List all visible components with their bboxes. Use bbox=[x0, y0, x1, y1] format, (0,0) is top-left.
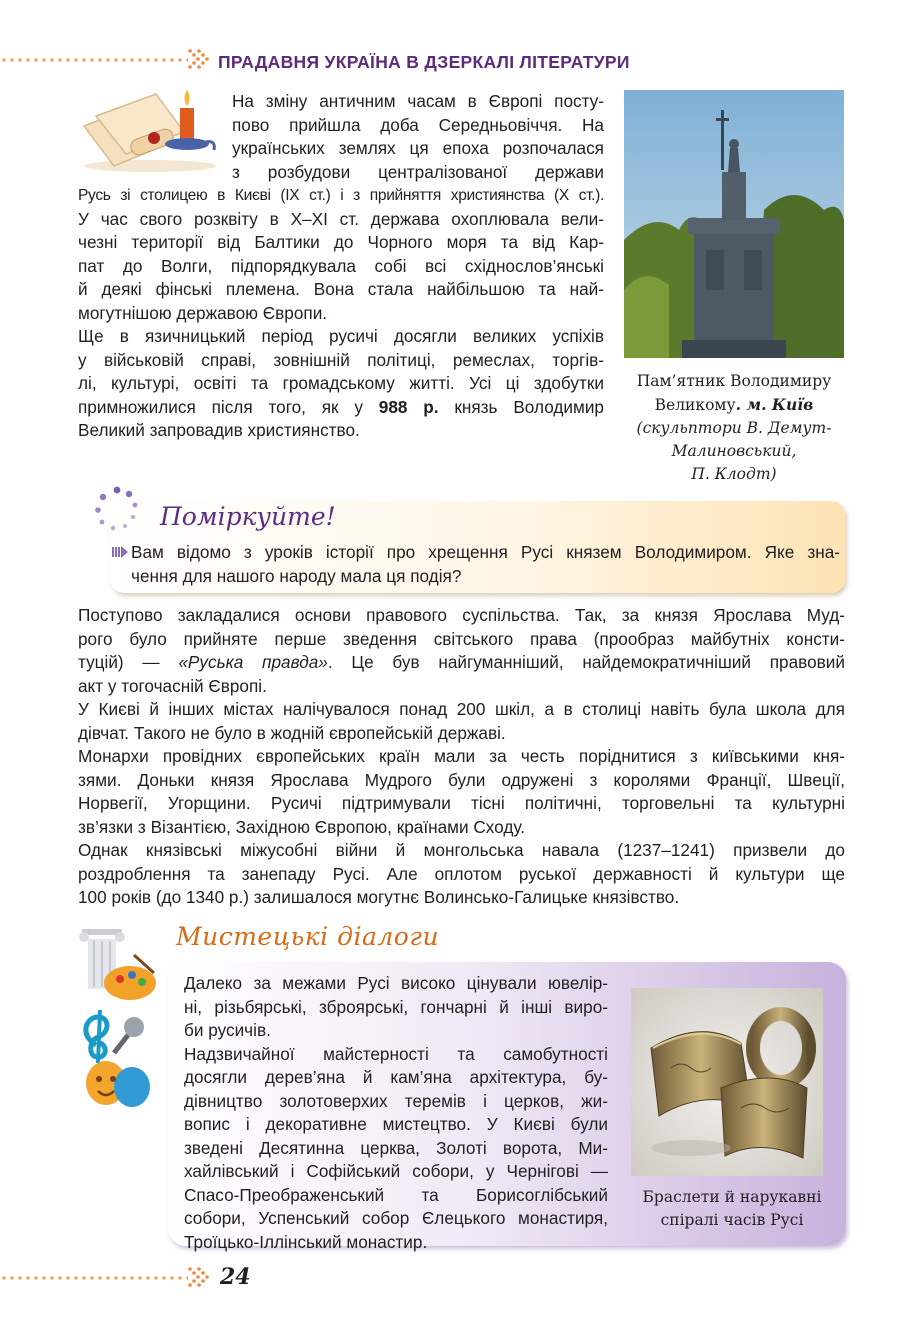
intro-line: пат до Волги, підпорядкувала собі всі східнослов’янські bbox=[78, 255, 604, 276]
caption-line: (скульптори В. Демут- bbox=[636, 419, 832, 437]
page-number: 24 bbox=[220, 1264, 251, 1290]
art-line: Троїцько-Іллінський монастир. bbox=[184, 1231, 428, 1252]
intro-line: Ще в язичницький період русичі досягли великих успіхів bbox=[78, 326, 604, 346]
intro-text: примножилися після того, як у bbox=[78, 396, 379, 417]
caption-line: П. Клодт) bbox=[691, 465, 777, 483]
art-line: собори, Успенський собор Єлецького монастиря, bbox=[184, 1208, 608, 1228]
art-line: ні, різьбярські, зброярські, гончарні й інші виро- bbox=[184, 996, 608, 1017]
intro-line: могутнішою державою Європи. bbox=[78, 302, 328, 323]
caption-line: спіралі часів Русі bbox=[660, 1211, 804, 1229]
body-text: . Це був найгуманніший, найдемократичніший правовий bbox=[327, 652, 845, 672]
art-line: дівництво золотоверхих теремів і церков, жи- bbox=[184, 1090, 608, 1111]
intro-line: чезні території від Балтики до Чорного моря та від Кар- bbox=[78, 232, 604, 252]
art-line: вопис і декоративне мистецтво. У Києві були bbox=[184, 1114, 608, 1134]
art-line: Надзвичайної майстерності та самобутності bbox=[184, 1043, 608, 1064]
question-line: чення для нашого народу мала ця подія? bbox=[131, 565, 462, 586]
intro-text: князь Володимир bbox=[438, 396, 604, 417]
body-line: 100 років (до 1340 р.) залишалося могутнє Волинсько-Галицьке князівство. bbox=[78, 887, 680, 907]
arrow-bullet-icon bbox=[112, 546, 128, 558]
caption-location: . м. Київ bbox=[735, 395, 814, 414]
dots-circle-icon bbox=[92, 484, 142, 534]
think-title: Поміркуйте! bbox=[160, 502, 336, 531]
intro-line: з розбудови централізованої держави bbox=[232, 161, 604, 182]
russka-pravda-title: «Руська правда» bbox=[178, 652, 328, 672]
caption-line: Браслети й нарукавні bbox=[642, 1188, 822, 1206]
double-chevron-icon bbox=[186, 1262, 216, 1292]
intro-line: Русь зі столицею в Києві (ІХ ст.) і з прийняття християнства (Х ст.). bbox=[78, 187, 604, 204]
think-question bbox=[131, 541, 840, 588]
caption-line: Малиновський, bbox=[671, 442, 797, 460]
double-chevron-icon bbox=[186, 44, 216, 74]
caption-text: Великому bbox=[654, 396, 736, 414]
art-line: досягли дерев’яна й кам’яна архітектура, бу- bbox=[184, 1067, 608, 1087]
body-line bbox=[78, 651, 845, 675]
volodymyr-monument-photo bbox=[624, 90, 844, 358]
bracelets-caption bbox=[626, 1186, 838, 1232]
header-dots-decoration bbox=[0, 56, 188, 64]
body-line: Норвегії, Угорщини. Русичі підтримували тісні політичні, торговельні та культурні bbox=[78, 793, 845, 813]
year-highlight: 988 р. bbox=[378, 396, 439, 417]
body-line: роздроблення та занепаду Русі. Але оплотом руської державності й культури ще bbox=[78, 863, 845, 884]
art-line: зведені Десятинна церква, Золоті ворота, Ми- bbox=[184, 1137, 608, 1158]
intro-line: пово прийшла доба Середньовіччя. На bbox=[232, 114, 604, 135]
body-line: зями. Доньки князя Ярослава Мудрого були одружені з королями Франції, Швеції, bbox=[78, 769, 845, 790]
caption-line bbox=[618, 393, 850, 417]
body-line: дівчат. Такого не було в жодній європейській державі. bbox=[78, 722, 506, 743]
art-line: Далеко за межами Русі високо цінували ювелір- bbox=[184, 973, 608, 993]
bracelets-photo bbox=[631, 988, 823, 1176]
intro-line: У час свого розквіту в Х–ХІ ст. держава охоплювала вели- bbox=[78, 208, 604, 229]
art-line: Спасо-Преображенський та Борисоглібський bbox=[184, 1184, 608, 1205]
section-title: ПРАДАВНЯ УКРАЇНА В ДЗЕРКАЛІ ЛІТЕРАТУРИ bbox=[218, 52, 630, 72]
question-line: Вам відомо з уроків історії про хрещення Русі князем Володимиром. Яке зна- bbox=[131, 542, 840, 562]
art-line: хайлівський і Софійський собори, у Чернігові — bbox=[184, 1161, 608, 1181]
footer-dots-decoration bbox=[0, 1274, 188, 1282]
intro-line bbox=[78, 396, 604, 420]
art-line: би русичів. bbox=[184, 1020, 271, 1040]
body-line: У Києві й інших містах налічувалося понад 200 шкіл, а в столиці навіть була школа для bbox=[78, 699, 845, 719]
body-line: Однак князівські міжусобні війни й монгольська навала (1237–1241) призвели до bbox=[78, 840, 845, 860]
body-line: рого було прийняте перше зведення світського права (прообраз майбутніх консти- bbox=[78, 628, 845, 649]
intro-paragraph bbox=[78, 90, 604, 443]
arts-icons-illustration bbox=[74, 925, 164, 1110]
intro-line: На зміну античним часам в Європі посту- bbox=[232, 91, 604, 111]
intro-line: й деякі фінські племена. Вона стала найбільшою та най- bbox=[78, 279, 604, 299]
main-body-text bbox=[78, 604, 845, 910]
body-line: Поступово закладалися основи правового суспільства. Так, за князя Ярослава Муд- bbox=[78, 605, 845, 625]
art-dialogues-title: Мистецькі діалоги bbox=[176, 922, 440, 951]
intro-line: українських землях ця епоха розпочалася bbox=[232, 138, 604, 158]
intro-line: Великий запровадив християнство. bbox=[78, 420, 360, 440]
caption-line: Пам’ятник Володимиру bbox=[636, 372, 832, 390]
intro-line: у військовій справі, зовнішній політиці, ремеслах, торгів- bbox=[78, 349, 604, 370]
intro-line: лі, культурі, освіті та громадському житті. Усі ці здобутки bbox=[78, 373, 604, 393]
art-dialogues-text bbox=[184, 972, 608, 1254]
body-text: туцій) — bbox=[78, 652, 179, 672]
body-line: акт у тогочасній Європі. bbox=[78, 675, 267, 696]
body-line: Монархи провідних європейських країн мали за честь поріднитися з київськими кня- bbox=[78, 746, 845, 766]
monument-caption bbox=[618, 370, 850, 486]
body-line: зв’язки з Візантією, Західною Європою, країнами Сходу. bbox=[78, 816, 526, 837]
